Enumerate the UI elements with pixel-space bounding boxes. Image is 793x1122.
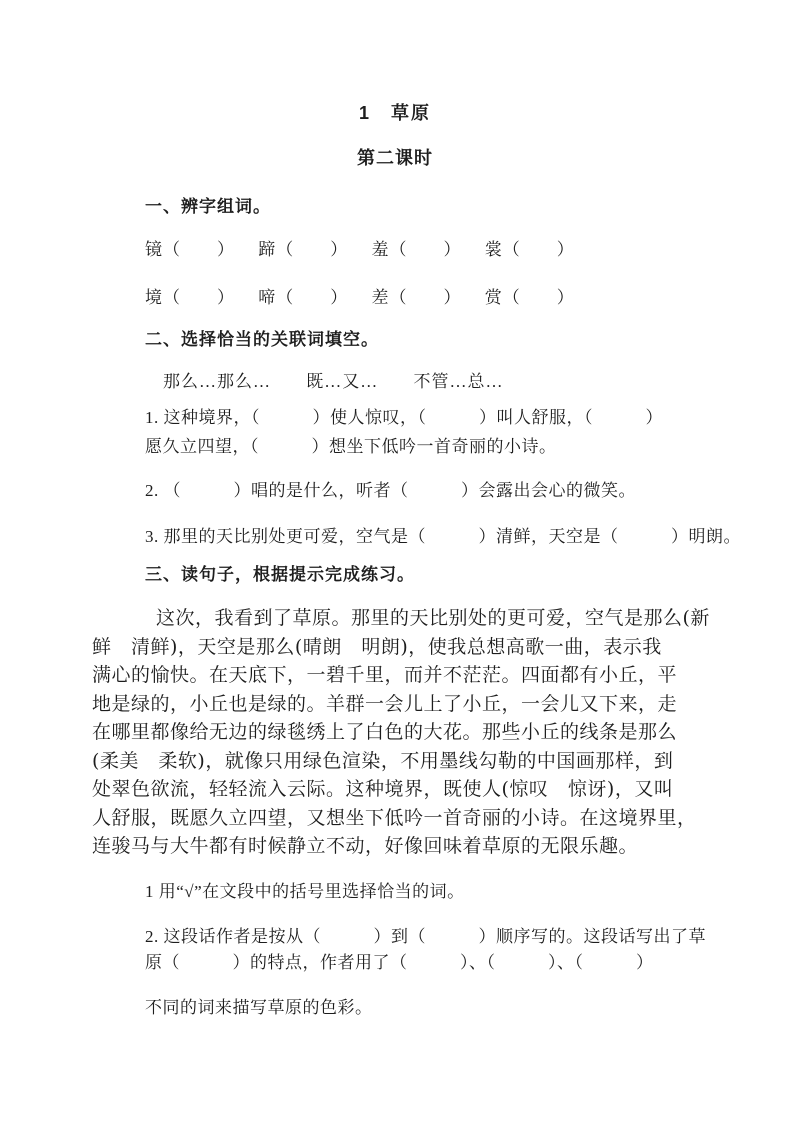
passage-line: 满心的愉快。在天底下，一碧千里，而并不茫茫。四面都有小丘，平 bbox=[92, 664, 678, 686]
passage-line: 地是绿的，小丘也是绿的。羊群一会儿上了小丘，一会儿又下来，走 bbox=[92, 692, 678, 715]
exercise-item bbox=[145, 481, 698, 501]
exercise-line: 愿久立四望，（ ）想坐下低吟一首奇丽的小诗。 bbox=[145, 437, 557, 456]
question-line: 不同的词来描写草原的色彩。 bbox=[145, 997, 373, 1017]
document-subtitle: 第二课时 bbox=[357, 148, 433, 168]
section-two-heading: 二、选择恰当的关联词填空。 bbox=[145, 330, 379, 349]
exercise-line: 2. （ ）唱的是什么，听者（ ）会露出会心的微笑。 bbox=[145, 481, 636, 500]
passage-line: 人舒服，既愿久立四望，又想坐下低吟一首奇丽的小诗。在这境界里， bbox=[92, 806, 697, 829]
passage-line: 鲜 清鲜)，天空是那么(晴朗 明朗)，使我总想高歌一曲，表示我 bbox=[92, 635, 662, 658]
passage-line: 在哪里都像给无边的绿毯绣上了白色的大花。那些小丘的线条是那么 bbox=[92, 721, 678, 743]
word-blank: 羞（ ） bbox=[371, 240, 462, 259]
question-line: 原（ ）的特点，作者用了（ ）、（ ）、（ ） bbox=[145, 952, 654, 972]
exercise-line: 3. 那里的天比别处更可爱，空气是（ ）清鲜，天空是（ ）明朗。 bbox=[145, 527, 741, 546]
passage-line: 连骏马与大牛都有时候静立不动，好像回味着草原的无限乐趣。 bbox=[92, 835, 639, 857]
word-blank: 赏（ ） bbox=[484, 288, 575, 307]
question-line: 2. 这段话作者是按从（ ）到（ ）顺序写的。这段话写出了草 bbox=[145, 926, 706, 946]
conjunction-options bbox=[163, 372, 698, 392]
reading-passage bbox=[92, 604, 710, 861]
section-three-heading: 三、读句子，根据提示完成练习。 bbox=[145, 565, 415, 584]
word-pair-row bbox=[145, 240, 698, 260]
word-blank: 境（ ） bbox=[145, 288, 235, 307]
conjunction-option: 既…又… bbox=[306, 372, 379, 391]
passage-line: 处翠色欲流，轻轻流入云际。这种境界，既使人(惊叹 惊讶)，又叫 bbox=[92, 778, 674, 800]
word-blank: 差（ ） bbox=[371, 288, 462, 307]
conjunction-option: 那么…那么… bbox=[163, 372, 271, 391]
question-item bbox=[145, 882, 698, 902]
word-blank: 裳（ ） bbox=[484, 240, 575, 259]
document-title: 1 草原 bbox=[358, 103, 431, 123]
exercise-item bbox=[145, 408, 698, 457]
passage-line: 这次，我看到了草原。那里的天比别处的更可爱，空气是那么(新 bbox=[156, 607, 710, 629]
word-blank: 啼（ ） bbox=[258, 288, 349, 307]
passage-line: (柔美 柔软)，就像只用绿色渲染，不用墨线勾勒的中国画那样，到 bbox=[92, 749, 674, 772]
word-pair-row bbox=[145, 288, 698, 308]
exercise-line: 1. 这种境界，（ ）使人惊叹，（ ）叫人舒服，（ ） bbox=[145, 408, 663, 427]
conjunction-option: 不管…总… bbox=[413, 372, 504, 391]
word-blank: 蹄（ ） bbox=[258, 240, 349, 259]
section-one-heading: 一、辨字组词。 bbox=[145, 197, 271, 216]
word-blank: 镜（ ） bbox=[145, 240, 235, 259]
question-line: 1 用“√”在文段中的括号里选择恰当的词。 bbox=[145, 881, 465, 901]
exercise-item bbox=[145, 527, 741, 547]
question-item bbox=[145, 926, 706, 1018]
